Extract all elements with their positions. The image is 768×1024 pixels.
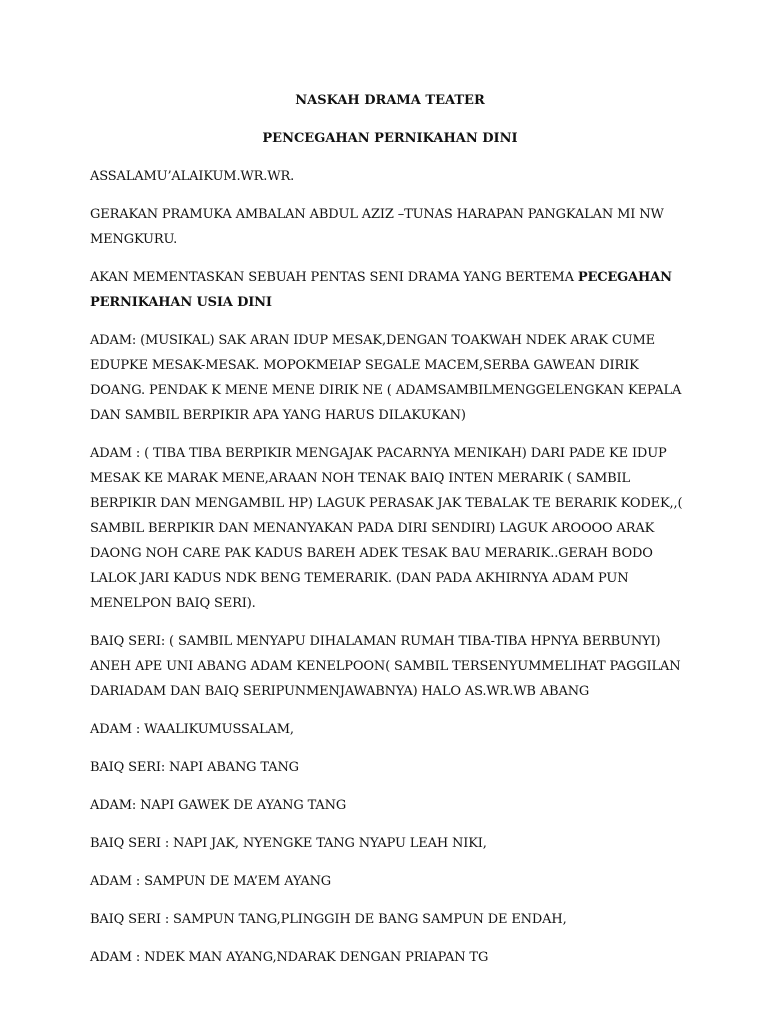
- paragraph-adam-1: ADAM: (MUSIKAL) SAK ARAN IDUP MESAK,DENGAN TOAKWAH NDEK ARAK CUME EDUPKE MESAK-MESAK. MOPOKMEIAP SEGALE MACEM,SERBA GAWEAN DIRIK DOANG. PENDAK K MENE MENE DIRIK NE ( ADAMSAMBILMENGGELENGKAN KEPALA DAN SAMBIL BERPIKIR APA YANG HARUS DILAKUKAN): [90, 333, 682, 423]
- dialog-line: ADAM : SAMPUN DE MA’EM AYANG: [90, 874, 332, 889]
- paragraph-adam-2: ADAM : ( TIBA TIBA BERPIKIR MENGAJAK PACARNYA MENIKAH) DARI PADE KE IDUP MESAK KE MARAK MENE,ARAAN NOH TENAK BAIQ INTEN MERARIK ( SAMBIL BERPIKIR DAN MENGAMBIL HP) LAGUK PERASAK JAK TEBALAK TE BERARIK KODEK,,( SAMBIL BERPIKIR DAN MENANYAKAN PADA DIRI SENDIRI) LAGUK AROOOO ARAK DAONG NOH CARE PAK KADUS BAREH ADEK TESAK BAU MERARIK..GERAH BODO LALOK JARI KADUS NDK BENG TEMERARIK. (DAN PADA AKHIRNYA ADAM PUN MENELPON BAIQ SERI).: [90, 446, 683, 611]
- document-page: [90, 88, 690, 970]
- paragraph-theme: [90, 265, 690, 315]
- dialog-line: ADAM : NDEK MAN AYANG,NDARAK DENGAN PRIAPAN TG: [90, 950, 489, 965]
- paragraph-baiq-1: BAIQ SERI: ( SAMBIL MENYAPU DIHALAMAN RUMAH TIBA-TIBA HPNYA BERBUNYI) ANEH APE UNI ABANG ADAM KENELPOON( SAMBIL TERSENYUMMELIHAT PAGGILAN DARIADAM DAN BAIQ SERIPUNMENJAWABNYA) HALO AS.WR.WB ABANG: [90, 634, 681, 699]
- dialog-line: BAIQ SERI : SAMPUN TANG,PLINGGIH DE BANG SAMPUN DE ENDAH,: [90, 912, 567, 927]
- document-title: NASKAH DRAMA TEATER: [295, 93, 485, 108]
- dialog-line: ADAM: NAPI GAWEK DE AYANG TANG: [90, 798, 347, 813]
- document-subtitle: PENCEGAHAN PERNIKAHAN DINI: [262, 131, 518, 146]
- paragraph-greeting: ASSALAMU’ALAIKUM.WR.WR.: [90, 169, 295, 184]
- dialog-line: ADAM : WAALIKUMUSSALAM,: [90, 722, 294, 737]
- paragraph-theme-text: AKAN MEMENTASKAN SEBUAH PENTAS SENI DRAMA YANG BERTEMA: [90, 270, 578, 285]
- dialog-line: BAIQ SERI : NAPI JAK, NYENGKE TANG NYAPU LEAH NIKI,: [90, 836, 487, 851]
- paragraph-organization: GERAKAN PRAMUKA AMBALAN ABDUL AZIZ –TUNAS HARAPAN PANGKALAN MI NW MENGKURU.: [90, 207, 664, 247]
- paragraph-theme-bold: PECEGAHAN PERNIKAHAN USIA DINI: [90, 270, 672, 310]
- dialog-line: BAIQ SERI: NAPI ABANG TANG: [90, 760, 299, 775]
